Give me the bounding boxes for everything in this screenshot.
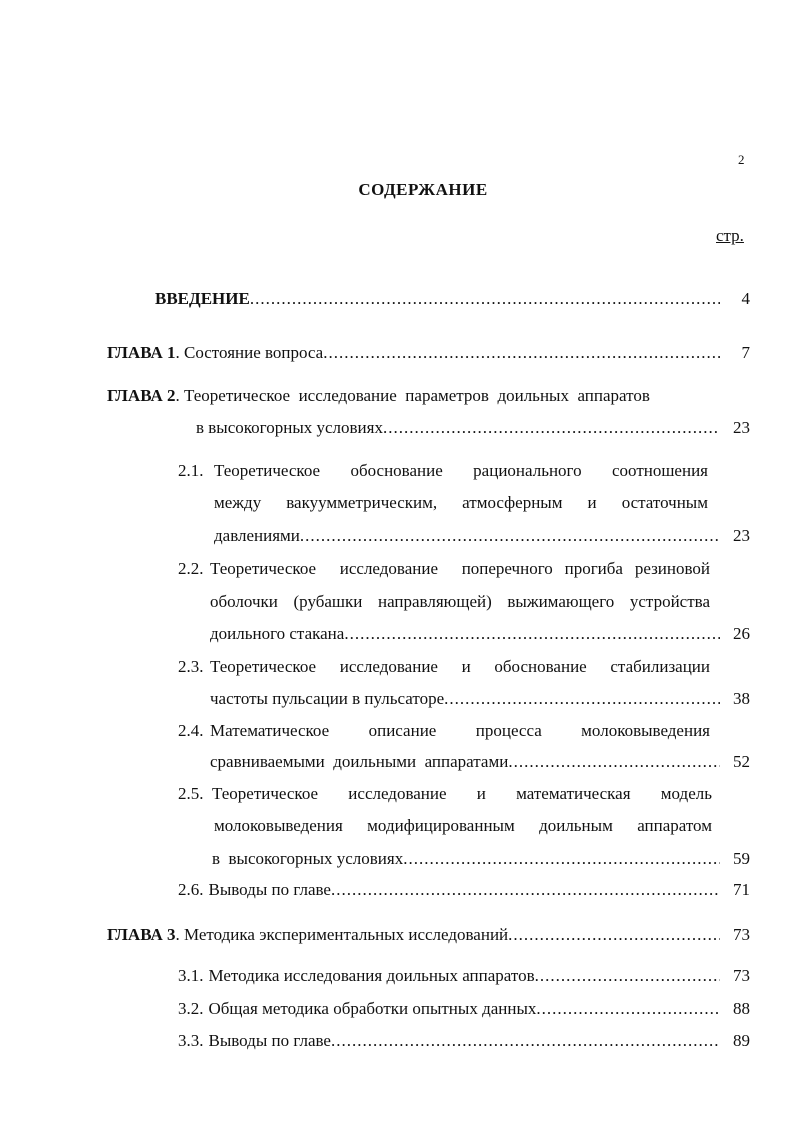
entry-page: 52 — [733, 752, 750, 771]
toc-entry-chapter-2-line2[interactable] — [196, 417, 750, 439]
section-number: 2.1. — [178, 461, 204, 480]
leader-dots — [300, 525, 720, 547]
toc-entry-2-4-line2[interactable] — [210, 751, 750, 773]
leader-dots — [508, 751, 720, 773]
leader-dots — [508, 924, 720, 946]
toc-entry-2-5-line3[interactable] — [212, 848, 750, 870]
entry-label: ГЛАВА 3 — [107, 925, 176, 944]
entry-text: давлениями — [214, 526, 300, 545]
toc-entry-2-1-line2[interactable]: между вакуумметрическим, атмосферным и остаточным — [214, 493, 708, 512]
leader-dots — [536, 998, 720, 1020]
leader-dots — [444, 688, 720, 710]
section-number: 2.6. — [178, 880, 204, 899]
entry-text: Выводы по главе — [208, 1031, 331, 1050]
entry-text: . Теоретическое исследование параметров доильных аппаратов — [175, 386, 650, 405]
entry-page: 38 — [733, 689, 750, 708]
leader-dots — [535, 965, 720, 987]
toc-entry-intro[interactable] — [155, 288, 750, 310]
toc-entry-chapter-2-line1[interactable] — [107, 385, 713, 407]
toc-entry-2-5-line1[interactable]: Теоретическое исследование и математическая модель — [212, 784, 712, 803]
entry-text: Общая методика обработки опытных данных — [208, 999, 537, 1018]
toc-entry-2-6[interactable] — [178, 879, 750, 901]
entry-label: ГЛАВА 1 — [107, 343, 176, 362]
toc-entry-2-3-line2[interactable] — [210, 688, 750, 710]
leader-dots — [344, 623, 720, 645]
entry-text: в высокогорных условиях — [212, 849, 404, 868]
entry-text: в высокогорных условиях — [196, 418, 383, 437]
toc-entry-3-3[interactable] — [178, 1030, 750, 1052]
entry-text: сравниваемыми доильными аппаратами — [210, 752, 509, 771]
toc-entry-3-1[interactable] — [178, 965, 750, 987]
entry-page: 59 — [733, 849, 750, 868]
toc-entry-2-2-line3[interactable] — [210, 623, 750, 645]
section-number: 2.4. — [178, 721, 204, 740]
entry-text: Выводы по главе — [208, 880, 331, 899]
entry-page: 71 — [733, 880, 750, 899]
section-number: 3.2. — [178, 999, 204, 1018]
entry-text: . Состояние вопроса — [175, 343, 324, 362]
toc-entry-2-2-line1[interactable]: Теоретическое исследование поперечного прогиба резиновой — [210, 559, 710, 578]
entry-page: 4 — [741, 289, 750, 308]
entry-page: 23 — [733, 418, 750, 437]
entry-text: частоты пульсации в пульсаторе — [210, 689, 445, 708]
entry-page: 88 — [733, 999, 750, 1018]
toc-entry-2-3-line1[interactable]: Теоретическое исследование и обоснование стабилизации — [210, 657, 710, 676]
leader-dots — [323, 342, 720, 364]
toc-entry-3-2[interactable] — [178, 998, 750, 1020]
entry-text: доильного стакана — [210, 624, 345, 643]
entry-label: ГЛАВА 2 — [107, 386, 176, 405]
toc-entry-2-1-line1[interactable]: Теоретическое обоснование рационального соотношения — [214, 461, 708, 480]
toc-entry-2-1-line3[interactable] — [214, 525, 750, 547]
toc-entry-2-4-line1[interactable]: Математическое описание процесса молоковыведения — [210, 721, 710, 740]
leader-dots — [331, 1030, 720, 1052]
toc-entry-2-2-line2[interactable]: оболочки (рубашки направляющей) выжимающего устройства — [210, 592, 710, 611]
entry-page: 89 — [733, 1031, 750, 1050]
entry-label: ВВЕДЕНИЕ — [155, 289, 250, 308]
toc-entry-2-5-line2[interactable]: молоковыведения модифицированным доильным аппаратом — [214, 816, 712, 835]
entry-page: 73 — [733, 925, 750, 944]
toc-entry-chapter-1[interactable] — [107, 342, 750, 364]
page-title: СОДЕРЖАНИЕ — [358, 180, 488, 199]
toc-entry-chapter-3[interactable] — [107, 924, 750, 946]
entry-text: Методика исследования доильных аппаратов — [208, 966, 535, 985]
page-column-label: стр. — [716, 226, 744, 245]
section-number: 2.5. — [178, 784, 204, 803]
entry-page: 23 — [733, 526, 750, 545]
page-number: 2 — [738, 152, 745, 167]
section-number: 3.3. — [178, 1031, 204, 1050]
leader-dots — [383, 417, 720, 439]
section-number: 2.2. — [178, 559, 204, 578]
entry-page: 7 — [741, 343, 750, 362]
leader-dots — [331, 879, 720, 901]
leader-dots — [403, 848, 720, 870]
section-number: 2.3. — [178, 657, 204, 676]
section-number: 3.1. — [178, 966, 204, 985]
entry-page: 26 — [733, 624, 750, 643]
leader-dots — [250, 288, 720, 310]
entry-text: . Методика экспериментальных исследований — [175, 925, 509, 944]
entry-page: 73 — [733, 966, 750, 985]
